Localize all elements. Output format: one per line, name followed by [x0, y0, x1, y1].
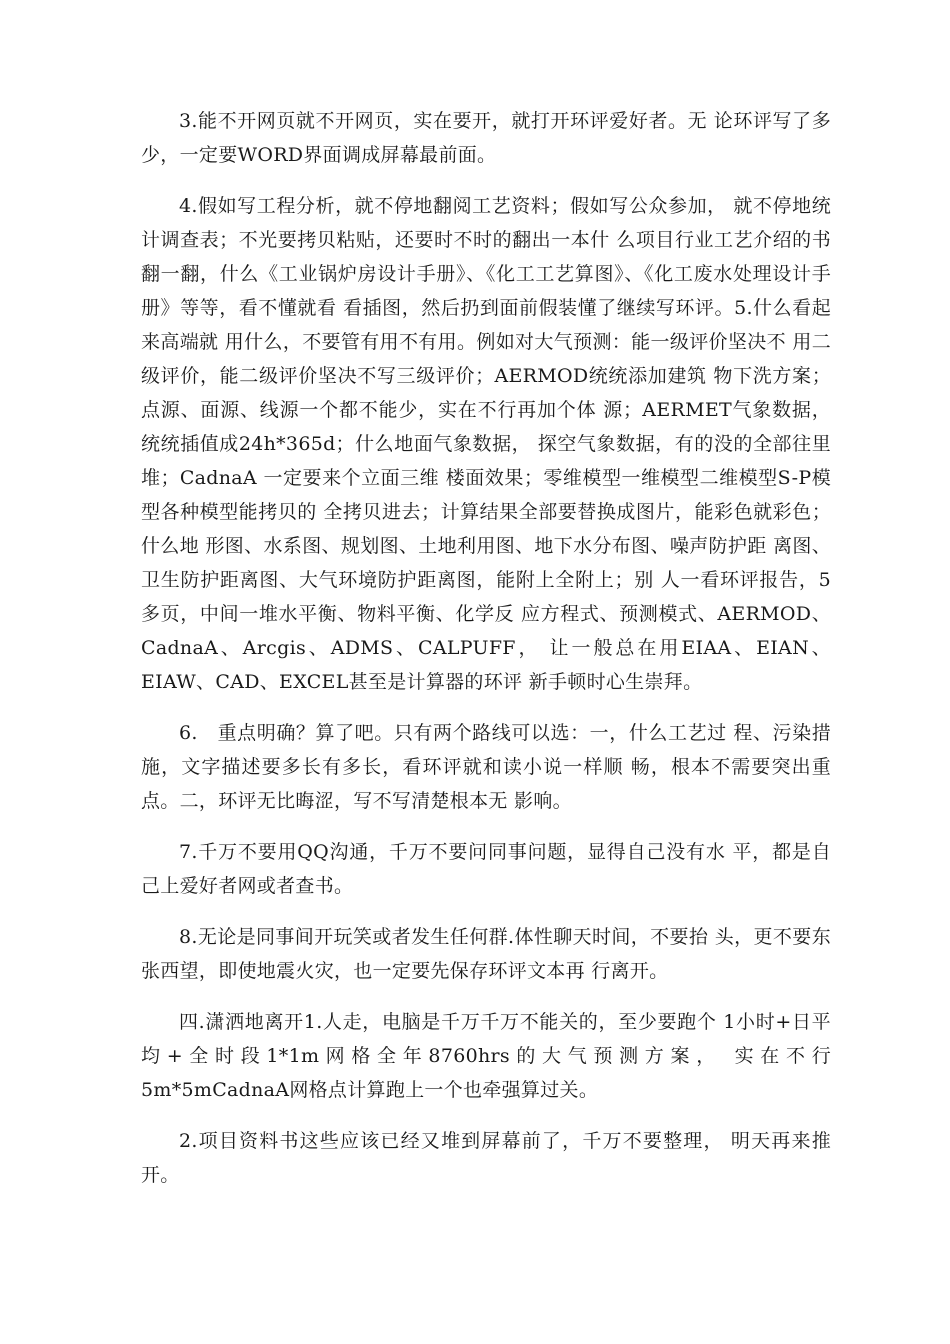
document-page [141, 104, 831, 1209]
paragraph-item-4: 4.假如写工程分析，就不停地翻阅工艺资料；假如写公众参加， 就不停地统计调查表；不光要拷贝粘贴，还要时不时的翻出一本什 么项目行业工艺介绍的书翻一翻，什么《工业锅炉房设计手册》、《化工工艺算图》、《化工废水处理设计手册》等等，看不懂就看 看插图，然后扔到面前假装懂了继续写环评。5.什么看起来高端就 用什么，不要管有用不有用。例如对大气预测：能一级评价坚决不 用二级评价，能二级评价坚决不写三级评价；AERMOD统统添加建筑 物下洗方案；点源、面源、线源一个都不能少，实在不行再加个体 源；AERMET气象数据，统统插值成24h*365d；什么地面气象数据， 探空气象数据，有的没的全部往里堆；CadnaA 一定要来个立面三维 楼面效果；零维模型一维模型二维模型S-P模型各种模型能拷贝的 全拷贝进去；计算结果全部要替换成图片，能彩色就彩色；什么地 形图、水系图、规划图、土地利用图、地下水分布图、噪声防护距 离图、卫生防护距离图、大气环境防护距离图，能附上全附上；别 人一看环评报告，5多页，中间一堆水平衡、物料平衡、化学反 应方程式、预测模式、AERMOD、CadnaA、Arcgis、ADMS、CALPUFF， 让一般总在用EIAA、EIAN、EIAW、CAD、EXCEL甚至是计算器的环评 新手顿时心生崇拜。 [141, 195, 831, 693]
paragraph-item-2: 2.项目资料书这些应该已经又堆到屏幕前了，千万不要整理， 明天再来推开。 [141, 1130, 831, 1186]
paragraph-section-four: 四.潇洒地离开1.人走，电脑是千万千万不能关的，至少要跑个 1小时+日平均+全时段1*1m网格全年8760hrs的大气预测方案， 实在不行5m*5mCadnaA网格点计算跑上一个也牵强算过关。 [141, 1011, 831, 1101]
paragraph-item-6: 6. 重点明确？算了吧。只有两个路线可以选：一，什么工艺过 程、污染措施，文字描述要多长有多长，看环评就和读小说一样顺 畅，根本不需要突出重点。二，环评无比晦涩，写不写清楚根本无 影响。 [141, 722, 831, 812]
paragraph-item-3: 3.能不开网页就不开网页，实在要开，就打开环评爱好者。无 论环评写了多少，一定要WORD界面调成屏幕最前面。 [141, 110, 831, 166]
paragraph-item-8: 8.无论是同事间开玩笑或者发生任何群.体性聊天时间，不要抬 头，更不要东张西望，即使地震火灾，也一定要先保存环评文本再 行离开。 [141, 926, 831, 982]
paragraph-item-7: 7.千万不要用QQ沟通，千万不要问同事问题，显得自己没有水 平，都是自己上爱好者网或者查书。 [141, 841, 831, 897]
